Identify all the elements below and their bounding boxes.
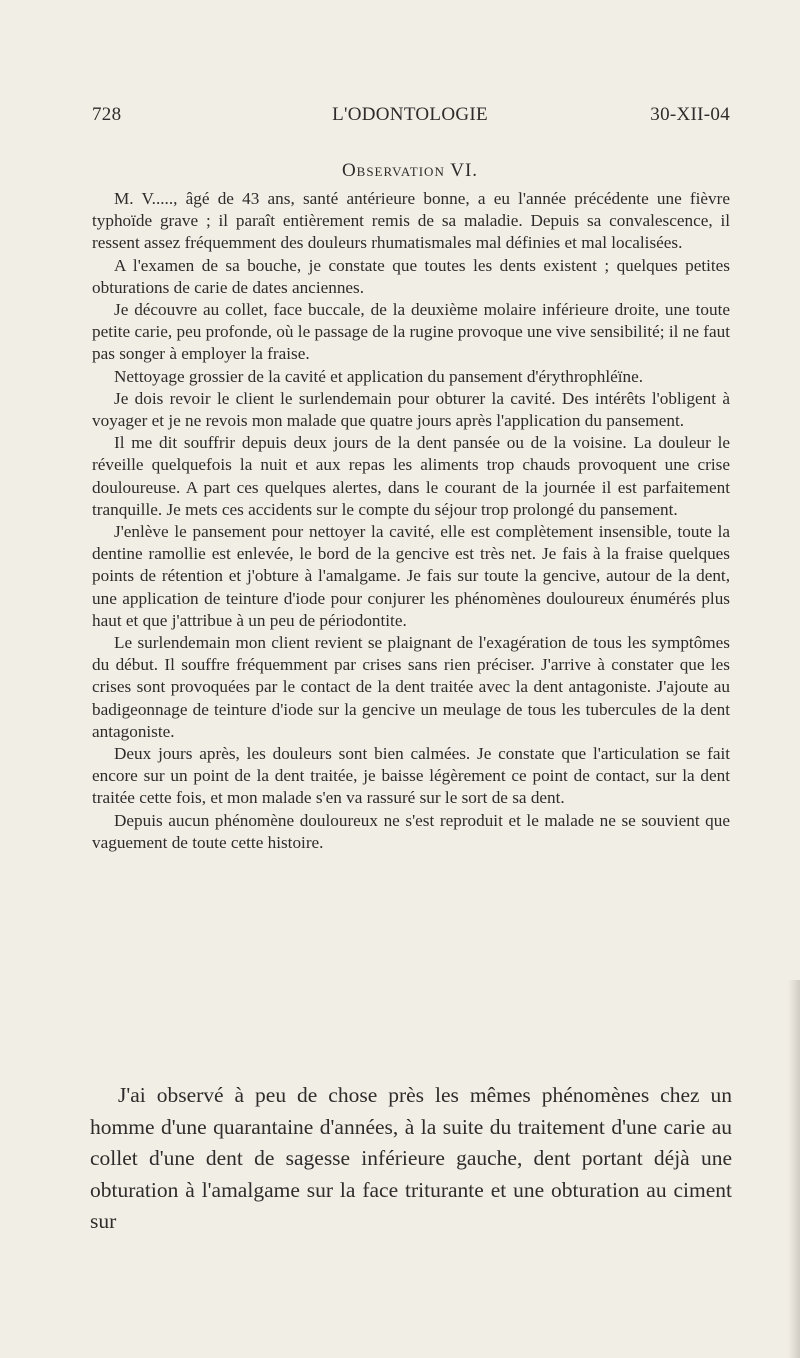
paragraph: Il me dit souffrir depuis deux jours de la dent pansée ou de la voisine. La douleur le réveille quelquefois la nuit et aux repas les aliments trop chauds provoquent une crise douloureuse. A part ces quelques alertes, dans le courant de la journée il est parfaitement tranquille. Je mets ces accidents sur le compte du séjour trop prolongé du pansement. [92,433,730,519]
paragraph: A l'examen de sa bouche, je constate que toutes les dents existent ; quelques petites obturations de carie de dates anciennes. [92,255,730,297]
observation-body [92,188,730,854]
paragraph: Deux jours après, les douleurs sont bien calmées. Je constate que l'articulation se fait encore sur un point de la dent traitée, je baisse légèrement ce point de contact, sur la dent traitée cette fois, et mon malade s'en va rassuré sur le sort de sa dent. [92,744,730,808]
journal-title: L'ODONTOLOGIE [332,104,488,125]
paragraph: M. V....., âgé de 43 ans, santé antérieure bonne, a eu l'année précédente une fièvre typhoïde grave ; il paraît entièrement remis de sa maladie. Depuis sa convalescence, il ressent assez fréquemment des douleurs rhumatismales mal définies et mal localisées. [92,189,730,253]
paragraph: Nettoyage grossier de la cavité et application du pansement d'érythrophléïne. [114,366,644,386]
closing-section [90,1080,732,1238]
paragraph: J'enlève le pansement pour nettoyer la cavité, elle est complètement insensible, toute la dentine ramollie est enlevée, le bord de la gencive est très net. Je fais à la fraise quelques points de rétention et j'obture à l'amalgame. Je fais sur toute la gencive, autour de la dent, une application de teinture d'iode pour conjurer les phénomènes douloureux énumérés plus haut et que j'attribue à un peu de périodontite. [92,522,730,630]
paragraph: Je dois revoir le client le surlendemain pour obturer la cavité. Des intérêts l'obligent à voyager et je ne revois mon malade que quatre jours après l'application du pansement. [92,388,730,431]
observation-title: Observation VI. [341,160,479,181]
running-header [90,104,730,134]
page-edge-shadow [788,980,800,1358]
page-number: 728 [92,104,122,125]
paragraph: Depuis aucun phénomène douloureux ne s'est reproduit et le malade ne se souvient que vaguement de toute cette histoire. [92,810,730,852]
paragraph: Je découvre au collet, face buccale, de la deuxième molaire inférieure droite, une toute petite carie, peu profonde, où le passage de la rugine provoque une vive sensibilité; il ne faut pas songer à employer la fraise. [92,300,730,364]
paragraph: Le surlendemain mon client revient se plaignant de l'exagération de tous les symptômes du début. Il souffre fréquemment par crises sans rien préciser. J'arrive à constater que les crises sont provoquées par le contact de la dent traitée avec la dent antagoniste. J'ajoute au badigeonnage de teinture d'iode sur la gencive un meulage de tous les tubercules de la dent antagoniste. [92,633,730,741]
closing-paragraph: J'ai observé à peu de chose près les mêmes phénomènes chez un homme d'une quarantaine d'années, à la suite du traitement d'une carie au collet d'une dent de sagesse inférieure gauche, dent portant déjà une obturation à l'amalgame sur la face triturante et une obturation au ciment sur [90,1083,732,1233]
issue-date: 30-XII-04 [650,104,730,125]
